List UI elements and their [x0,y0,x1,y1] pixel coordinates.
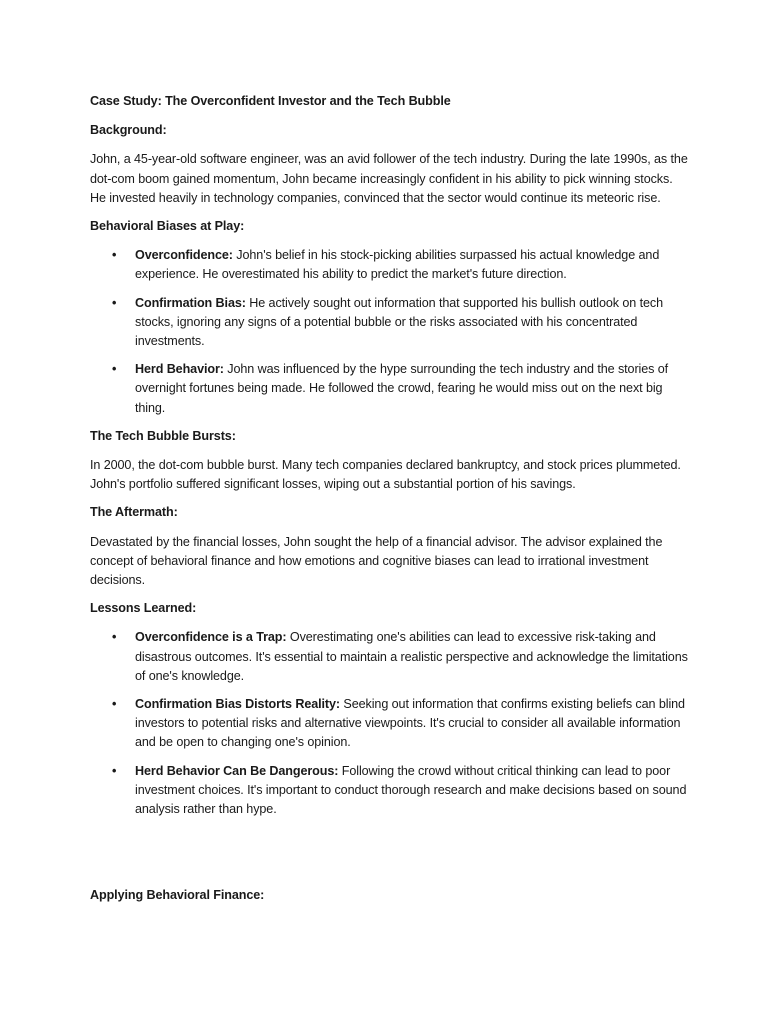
lesson-term: Confirmation Bias Distorts Reality: [135,697,341,712]
list-item [90,360,690,418]
lesson-term: Herd Behavior Can Be Dangerous: [135,763,339,778]
aftermath-heading: The Aftermath: [90,505,178,520]
aftermath-paragraph: Devastated by the financial losses, John sought the help of a financial advisor. The advisor explained the concept of behavioral finance and how emotions and cognitive biases can lead to irrational investment decisions. [90,534,663,588]
bullet-icon: • [112,763,117,778]
list-item [90,246,690,284]
lessons-list [90,628,690,819]
bullet-icon: • [112,295,117,310]
list-item [90,695,690,753]
list-item [90,762,690,820]
bubble-heading: The Tech Bubble Bursts: [90,428,236,443]
bias-description: John's belief in his stock-picking abilities surpassed his actual knowledge and experience. He overestimated his ability to predict the market's future direction. [135,248,660,282]
biases-list [90,246,690,418]
lesson-term: Overconfidence is a Trap: [135,630,287,645]
bullet-icon: • [112,697,117,712]
lesson-description: Overestimating one's abilities can lead to excessive risk-taking and disastrous outcomes. It's essential to maintain a realistic perspective and acknowledge the limitations of one's knowledge. [135,630,688,683]
bias-description: He actively sought out information that supported his bullish outlook on tech stocks, ignoring any signs of a potential bubble or the risks associated with his concentrated investments. [135,295,664,349]
bubble-paragraph: In 2000, the dot-com bubble burst. Many tech companies declared bankruptcy, and stock prices plummeted. John's portfolio suffered significant losses, wiping out a substantial portion of his savings. [90,458,681,492]
list-item [90,628,690,686]
blank-space [90,828,690,886]
bullet-icon: • [112,362,117,377]
bullet-icon: • [112,248,117,263]
lessons-heading: Lessons Learned: [90,601,197,616]
background-heading: Background: [90,123,167,138]
document-title: Case Study: The Overconfident Investor and the Tech Bubble [90,94,451,108]
bias-term: Herd Behavior: [135,362,224,377]
list-item [90,294,690,352]
lesson-description: Following the crowd without critical thinking can lead to poor investment choices. It's important to conduct thorough research and make decisions based on sound analysis rather than hype. [135,763,687,817]
document-page [90,92,690,916]
bias-term: Overconfidence: [135,248,233,263]
bullet-icon: • [112,630,117,645]
applying-heading: Applying Behavioral Finance: [90,888,265,903]
lesson-description: Seeking out information that confirms existing beliefs can blind investors to potential risks and alternative viewpoints. It's crucial to consider all available information and be open to changing one's opinion. [135,697,685,750]
bias-description: John was influenced by the hype surrounding the tech industry and the stories of overnight fortunes being made. He followed the crowd, fearing he would miss out on the next big thing. [135,362,669,415]
background-paragraph: John, a 45-year-old software engineer, was an avid follower of the tech industry. During the late 1990s, as the dot-com boom gained momentum, John became increasingly confident in his ability to pick winning stocks. He invested heavily in technology companies, convinced that the sector would continue its meteoric rise. [90,152,688,205]
biases-heading: Behavioral Biases at Play: [90,219,245,234]
bias-term: Confirmation Bias: [135,295,246,310]
